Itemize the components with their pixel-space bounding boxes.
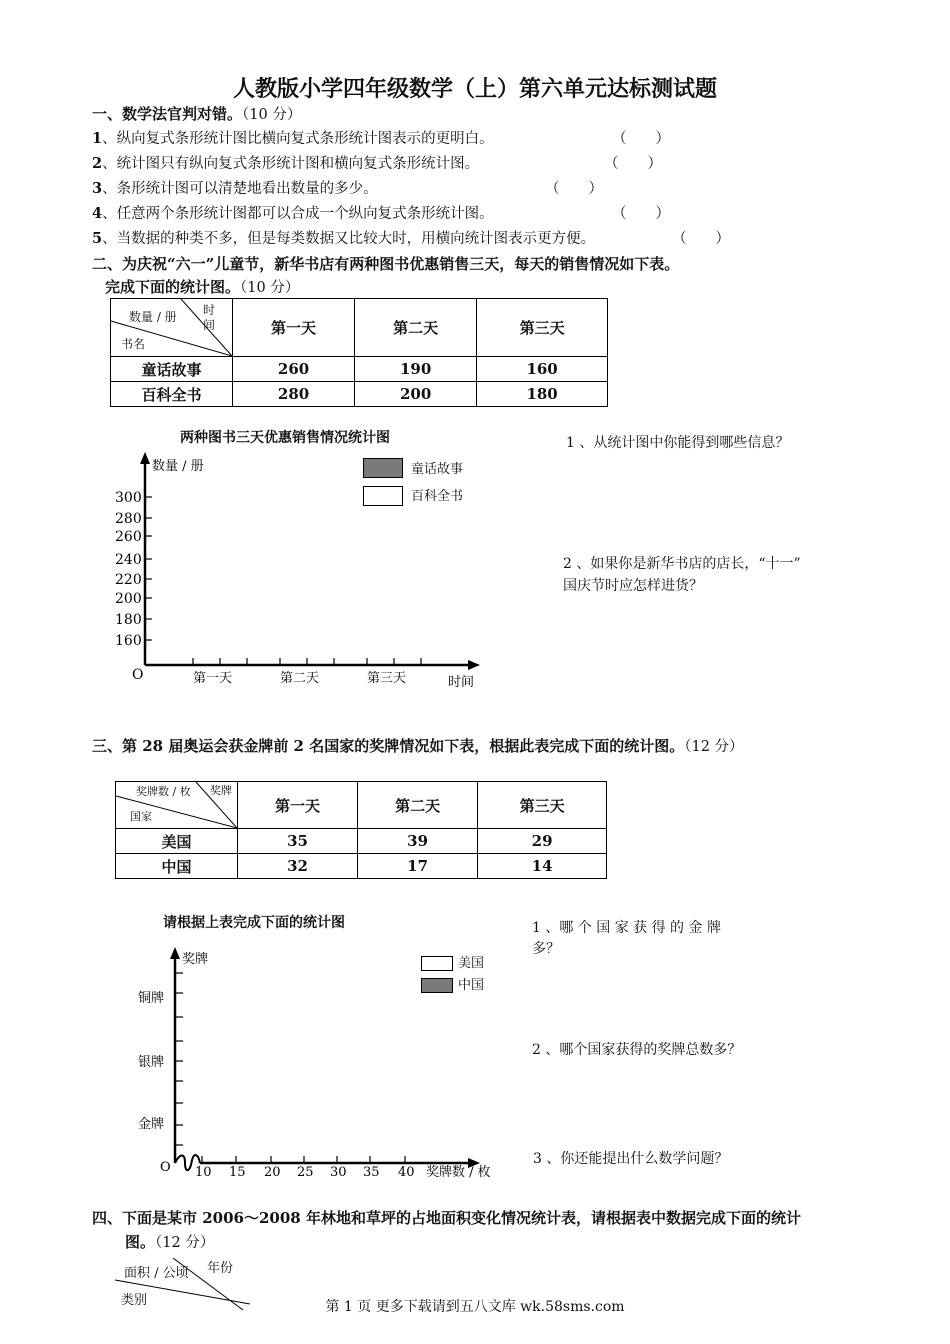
table-row: 中国 32 17 14 bbox=[116, 854, 607, 879]
chart1-ytick-label: 280 bbox=[115, 511, 142, 527]
chart2-xtick-label: 10 bbox=[195, 1165, 212, 1180]
section2-question-2-cont: 国庆节时应怎样进货？ bbox=[563, 578, 703, 594]
chart1-ytick-label: 220 bbox=[115, 572, 142, 588]
s1-answer-2[interactable]: （ ） bbox=[604, 156, 662, 172]
section2-question-1: 1 、从统计图中你能得到哪些信息？ bbox=[566, 435, 790, 451]
chart2-category-label: 银牌 bbox=[138, 1055, 165, 1070]
chart1-ytick-label: 260 bbox=[115, 529, 142, 545]
chart2-xtick-label: 20 bbox=[264, 1165, 281, 1180]
chart1-y-arrow bbox=[140, 452, 150, 464]
chart2-xlabel: 奖牌数 / 枚 bbox=[426, 1165, 491, 1180]
s1-item-5: 5、当数据的种类不多，但是每类数据又比较大时，用横向统计图表示更方便。 bbox=[92, 230, 596, 247]
chart1-category-label: 第二天 bbox=[280, 671, 320, 686]
section2-heading: 二、为庆祝“六一”儿童节，新华书店有两种图书优惠销售三天，每天的销售情况如下表。 bbox=[92, 255, 680, 273]
table-row: 百科全书 280 200 180 bbox=[111, 382, 608, 407]
s1-answer-1[interactable]: （ ） bbox=[612, 131, 670, 147]
col-day3: 第三天 bbox=[477, 299, 608, 357]
chart1-ytick-label: 200 bbox=[115, 591, 142, 607]
medal-table: 奖牌 奖牌数 / 枚 国家 第一天 第二天 第三天 美国 35 39 29 中国 32 17 14 bbox=[115, 781, 607, 879]
s1-item-2: 2、统计图只有纵向复式条形统计图和横向复式条形统计图。 bbox=[92, 155, 480, 172]
chart1-legend-swatch-2 bbox=[363, 486, 403, 506]
s4-diag-bottom: 类别 bbox=[121, 1293, 148, 1308]
chart1-legend-swatch-1 bbox=[363, 458, 403, 478]
chart2-legend-swatch-2 bbox=[421, 978, 453, 993]
col-day1: 第一天 bbox=[233, 299, 355, 357]
table-diagonal-header: 时 间 数量 / 册 书名 bbox=[111, 299, 233, 357]
section3-heading: 三、第 28 届奥运会获金牌前 2 名国家的奖牌情况如下表，根据此表完成下面的统计图。（12 分） bbox=[92, 737, 744, 755]
s1-answer-5[interactable]: （ ） bbox=[672, 231, 730, 247]
table-row: 童话故事 260 190 160 bbox=[111, 357, 608, 382]
table-diagonal-header: 奖牌 奖牌数 / 枚 国家 bbox=[116, 782, 238, 829]
section1-heading-text: 一、数学法官判对错。 bbox=[92, 105, 243, 123]
page-footer: 第 1 页 更多下载请到五八文库 wk.58sms.com bbox=[325, 1299, 625, 1315]
section1-score: （10 分） bbox=[242, 107, 302, 123]
book-sales-table bbox=[110, 298, 608, 407]
s1-item-1: 1、纵向复式条形统计图比横向复式条形统计图表示的更明白。 bbox=[92, 130, 494, 147]
section1-heading bbox=[92, 103, 301, 124]
s4-diag-mid: 面积 / 公顷 bbox=[124, 1266, 189, 1281]
section2-heading-2: 完成下面的统计图。（10 分） bbox=[105, 278, 300, 296]
chart1-title: 两种图书三天优惠销售情况统计图 bbox=[180, 430, 390, 446]
chart1-legend-label-2: 百科全书 bbox=[411, 489, 464, 504]
chart2-ylabel: 奖牌 bbox=[182, 952, 209, 967]
chart1-x-arrow bbox=[468, 660, 480, 670]
s1-item-3: 3、条形统计图可以清楚地看出数量的多少。 bbox=[92, 180, 378, 197]
chart1-ylabel: 数量 / 册 bbox=[152, 459, 204, 474]
chart1-legend-label-1: 童话故事 bbox=[411, 462, 464, 477]
chart2-xtick-label: 30 bbox=[330, 1165, 347, 1180]
chart1-category-label: 第三天 bbox=[367, 671, 407, 686]
section4-heading: 四、下面是某市 2006～2008 年林地和草坪的占地面积变化情况统计表，请根据表中数据完成下面的统计 bbox=[92, 1209, 801, 1227]
chart1-xlabel: 时间 bbox=[448, 675, 475, 690]
section3-question-3: 3 、你还能提出什么数学问题？ bbox=[533, 1151, 729, 1167]
page-title: 人教版小学四年级数学（上）第六单元达标测试题 bbox=[232, 76, 717, 102]
chart1-ytick-label: 180 bbox=[115, 612, 142, 628]
chart2-y-arrow bbox=[170, 947, 180, 959]
chart2-category-label: 铜牌 bbox=[138, 991, 165, 1006]
section3-question-1-cont: 多？ bbox=[532, 941, 560, 957]
section2-question-2: 2 、如果你是新华书店的店长，“十一” bbox=[563, 556, 801, 572]
chart2-legend-label-1: 美国 bbox=[458, 956, 485, 971]
chart2-axes bbox=[130, 945, 510, 1185]
section3-question-1: 1 、哪 个 国 家 获 得 的 金 牌 bbox=[532, 920, 721, 936]
s4-diag-top: 年份 bbox=[207, 1261, 234, 1276]
s1-answer-3[interactable]: （ ） bbox=[545, 181, 603, 197]
s1-item-4: 4、任意两个条形统计图都可以合成一个纵向复式条形统计图。 bbox=[92, 205, 494, 222]
chart2-legend-label-2: 中国 bbox=[458, 978, 485, 993]
s1-answer-4[interactable]: （ ） bbox=[612, 206, 670, 222]
chart2-category-label: 金牌 bbox=[138, 1117, 165, 1132]
chart1-ytick-label: 240 bbox=[115, 552, 142, 568]
section4-heading-2: 图。（12 分） bbox=[125, 1233, 215, 1251]
chart1-ytick-label: 160 bbox=[115, 633, 142, 649]
chart1-origin: O bbox=[132, 667, 144, 683]
chart2-xtick-label: 25 bbox=[297, 1165, 314, 1180]
table-row: 美国 35 39 29 bbox=[116, 829, 607, 854]
chart2-xtick-label: 35 bbox=[363, 1165, 380, 1180]
chart2-xtick-label: 40 bbox=[398, 1165, 415, 1180]
chart2-origin: O bbox=[160, 1160, 171, 1175]
col-day2: 第二天 bbox=[355, 299, 477, 357]
section3-question-2: 2 、哪个国家获得的奖牌总数多？ bbox=[532, 1042, 742, 1058]
chart1-ytick-label: 300 bbox=[115, 490, 142, 506]
chart2-xtick-label: 15 bbox=[229, 1165, 246, 1180]
chart1-category-label: 第一天 bbox=[193, 671, 233, 686]
chart2-legend-swatch-1 bbox=[421, 956, 453, 971]
chart2-title: 请根据上表完成下面的统计图 bbox=[163, 915, 345, 931]
